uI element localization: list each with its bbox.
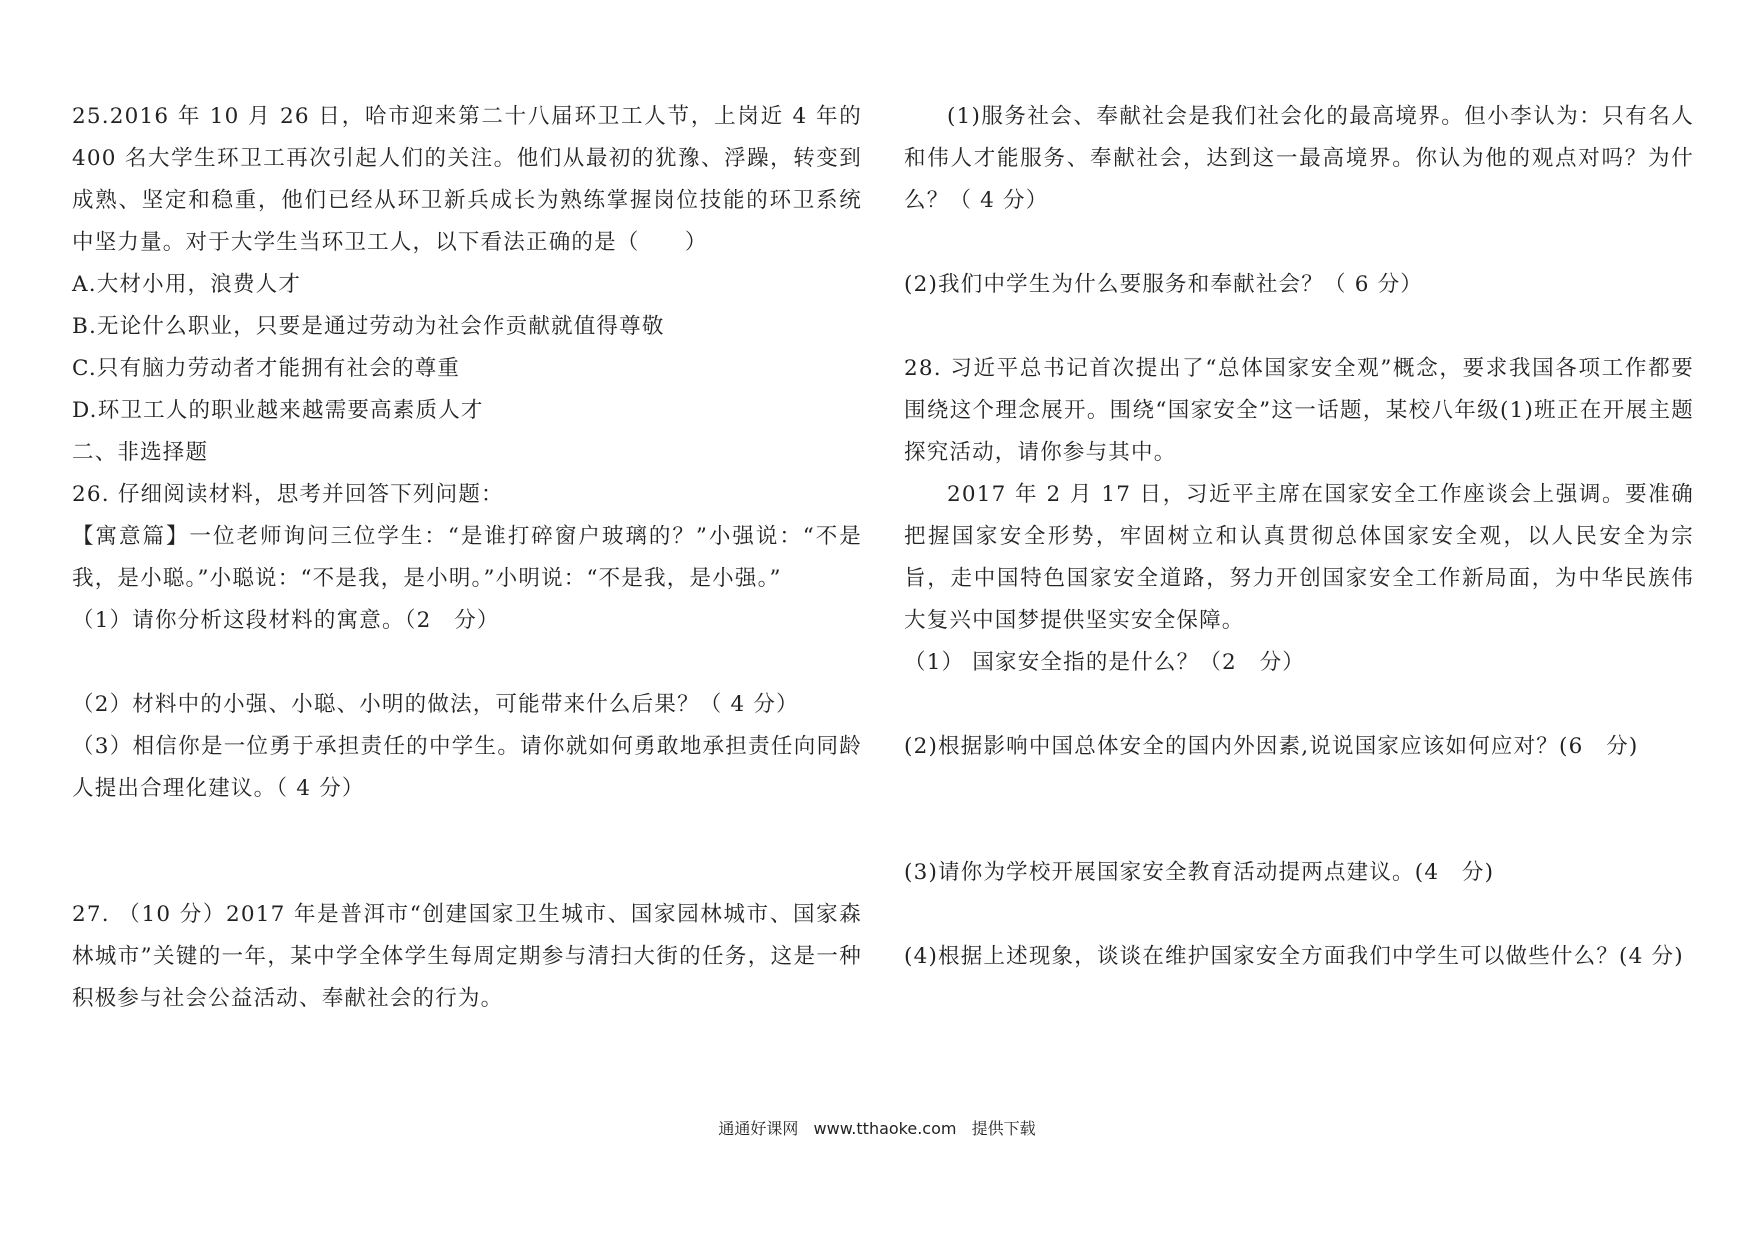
q26-sub1: （1）请你分析这段材料的寓意。（2 分） bbox=[72, 608, 500, 633]
q28-material: 2017 年 2 月 17 日，习近平主席在国家安全工作座谈会上强调。要准确把握国家安全形势，牢固树立和认真贯彻总体国家安全观，以人民安全为宗旨，走中国特色国家安全道路，努力开创国家安全工作新局面，为中华民族伟大复兴中国梦提供坚实安全保障。 bbox=[904, 482, 1694, 633]
q25-option-b: B.无论什么职业，只要是通过劳动为社会作贡献就值得尊敬 bbox=[72, 314, 665, 339]
footer-suffix: 提供下载 bbox=[971, 1119, 1036, 1138]
answer-space bbox=[72, 642, 862, 684]
footer-url[interactable]: www.tthaoke.com bbox=[813, 1119, 957, 1138]
q26-sub3: （3）相信你是一位勇于承担责任的中学生。请你就如何勇敢地承担责任向同龄人提出合理化建议。（ 4 分） bbox=[72, 734, 862, 801]
answer-space bbox=[904, 768, 1694, 852]
q25-stem: 25.2016 年 10 月 26 日，哈市迎来第二十八届环卫工人节，上岗近 4 年的 400 名大学生环卫工再次引起人们的关注。他们从最初的犹豫、浮躁，转变到成熟、坚定和稳重，他们已经从环卫新兵成长为熟练掌握岗位技能的环卫系统中坚力量。对于大学生当环卫工人，以下看法正确的是（ ） bbox=[72, 104, 862, 255]
answer-space bbox=[904, 306, 1694, 348]
q28-sub2: (2)根据影响中国总体安全的国内外因素,说说国家应该如何应对？(6 分) bbox=[904, 734, 1639, 759]
q26-intro: 26. 仔细阅读材料，思考并回答下列问题： bbox=[72, 482, 504, 507]
footer-site-name: 通通好课网 bbox=[718, 1119, 799, 1138]
q25-option-a: A.大材小用，浪费人才 bbox=[72, 272, 302, 297]
page-footer bbox=[0, 1116, 1754, 1139]
answer-space bbox=[904, 684, 1694, 726]
section-heading: 二、非选择题 bbox=[72, 440, 209, 465]
q28-sub4: (4)根据上述现象，谈谈在维护国家安全方面我们中学生可以做些什么？(4 分) bbox=[904, 944, 1684, 969]
right-column bbox=[904, 96, 1694, 978]
q27-sub1: (1)服务社会、奉献社会是我们社会化的最高境界。但小李认为：只有名人和伟人才能服务、奉献社会，达到这一最高境界。你认为他的观点对吗？为什么？（ 4 分） bbox=[904, 104, 1694, 213]
q26-sub2: （2）材料中的小强、小聪、小明的做法，可能带来什么后果？（ 4 分） bbox=[72, 692, 799, 717]
q28-sub3: (3)请你为学校开展国家安全教育活动提两点建议。(4 分) bbox=[904, 860, 1495, 885]
answer-space bbox=[904, 894, 1694, 936]
q28-sub1: （1） 国家安全指的是什么？（2 分） bbox=[904, 650, 1305, 675]
q27-sub2: (2)我们中学生为什么要服务和奉献社会？（ 6 分） bbox=[904, 272, 1424, 297]
answer-space bbox=[904, 222, 1694, 264]
q28-stem: 28. 习近平总书记首次提出了“总体国家安全观”概念，要求我国各项工作都要围绕这个理念展开。围绕“国家安全”这一话题，某校八年级(1)班正在开展主题探究活动，请你参与其中。 bbox=[904, 356, 1694, 465]
q26-material: 【寓意篇】一位老师询问三位学生：“是谁打碎窗户玻璃的？”小强说：“不是我，是小聪。”小聪说：“不是我，是小明。”小明说：“不是我，是小强。” bbox=[72, 524, 862, 591]
left-column bbox=[72, 96, 862, 1020]
q27-stem: 27. （10 分）2017 年是普洱市“创建国家卫生城市、国家园林城市、国家森林城市”关键的一年，某中学全体学生每周定期参与清扫大街的任务，这是一种积极参与社会公益活动、奉献社会的行为。 bbox=[72, 902, 862, 1011]
answer-space bbox=[72, 810, 862, 894]
q25-option-c: C.只有脑力劳动者才能拥有社会的尊重 bbox=[72, 356, 461, 381]
q25-option-d: D.环卫工人的职业越来越需要高素质人才 bbox=[72, 398, 484, 423]
